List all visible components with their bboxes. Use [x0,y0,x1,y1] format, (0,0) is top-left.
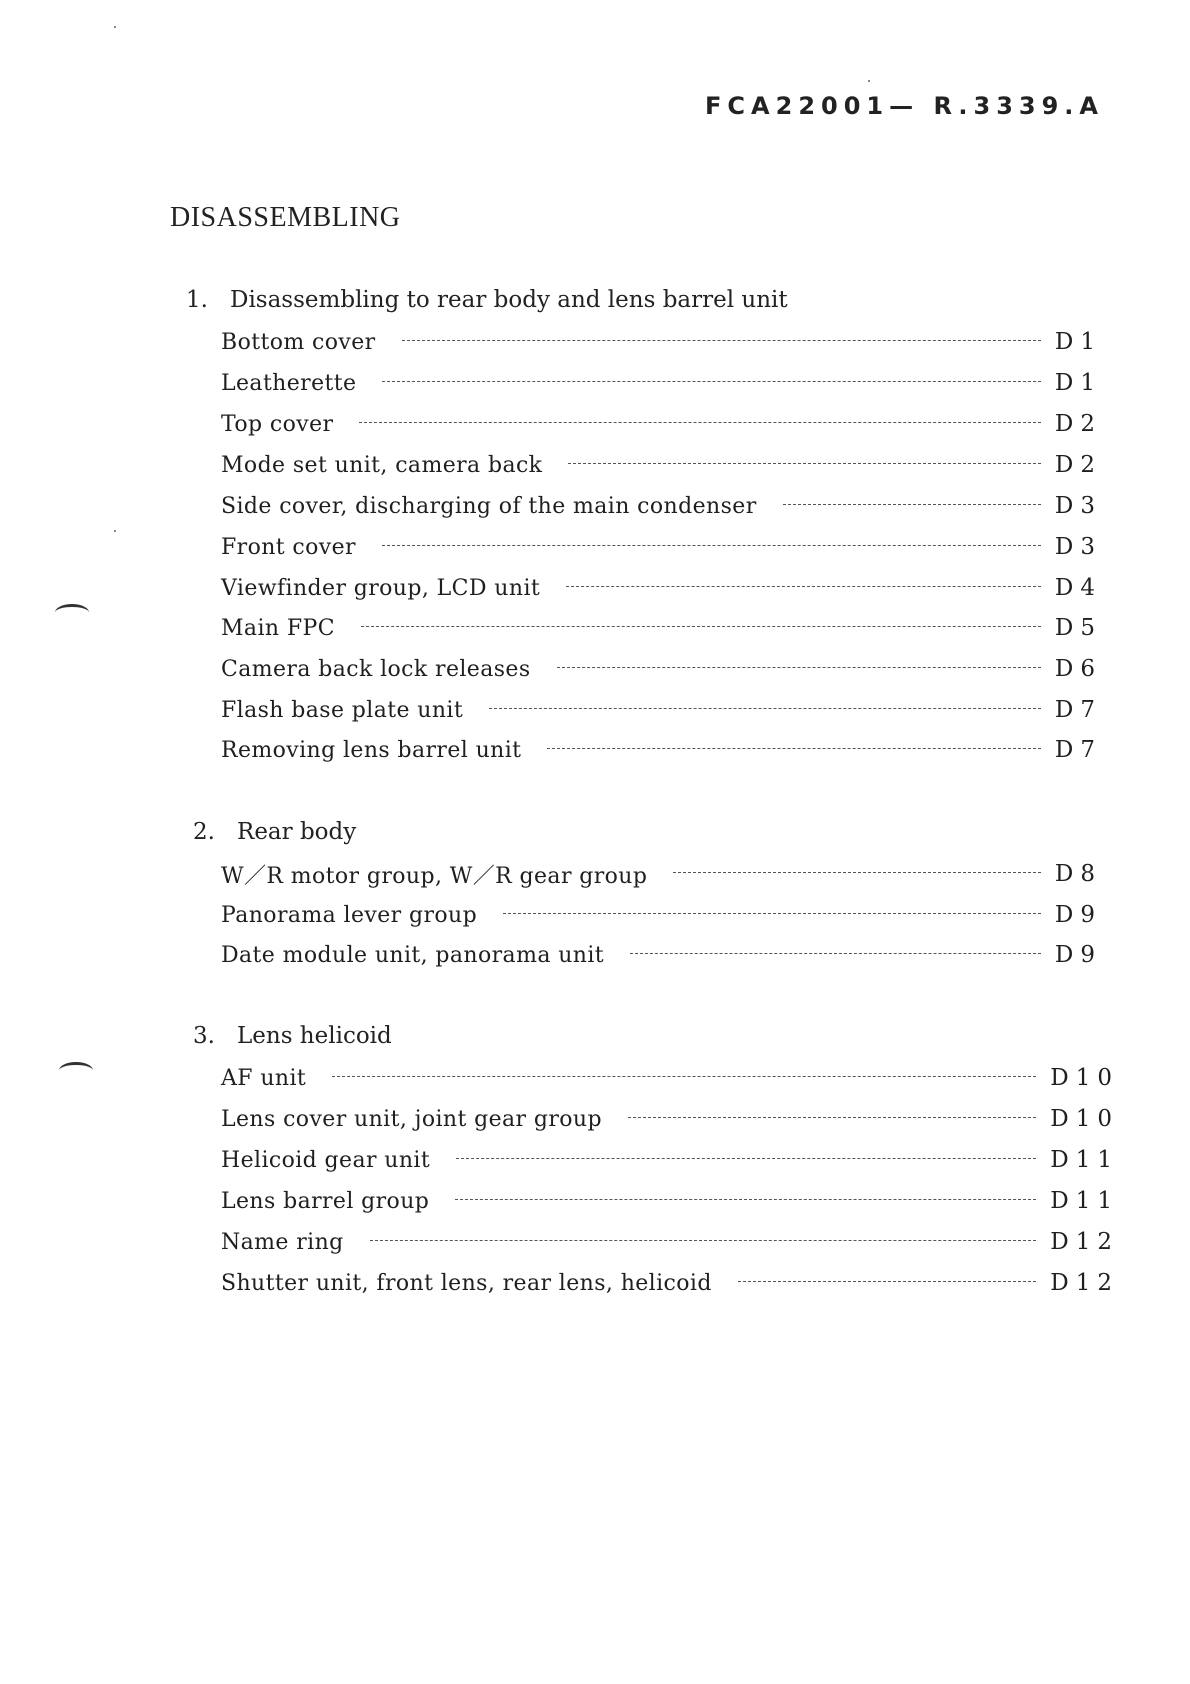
toc-page-ref: D3 [1054,493,1102,519]
toc-item-label: Camera back lock releases [221,656,531,682]
toc-page-ref: D7 [1054,697,1102,723]
section-number: 2. [193,819,215,845]
toc-item-label: Lens barrel group [221,1188,430,1214]
toc-item [221,367,1102,399]
toc-item-label: Shutter unit, front lens, rear lens, helicoid [221,1270,712,1296]
dot-leader [673,872,1041,873]
toc-page-ref: D5 [1054,615,1102,641]
toc-item [221,531,1102,563]
dot-leader [456,1158,1036,1159]
dot-leader [503,913,1041,914]
toc-item-label: Lens cover unit, joint gear group [221,1106,602,1132]
dot-leader [359,422,1041,423]
toc-item [221,1144,1119,1176]
dot-leader [455,1199,1036,1200]
toc-page-ref: D6 [1054,656,1102,682]
toc-item [221,490,1102,522]
toc-item [221,694,1102,726]
toc-item [221,1267,1119,1299]
toc-page-ref: D11 [1050,1147,1119,1173]
toc-item-label: Top cover [221,411,334,437]
page-title: DISASSEMBLING [170,202,401,233]
toc-item [221,734,1102,766]
toc-item-label: Bottom cover [221,329,376,355]
toc-page-ref: D8 [1054,861,1102,887]
toc-page-ref: D1 [1054,329,1102,355]
toc-page-ref: D11 [1050,1188,1119,1214]
section-title: Lens helicoid [237,1023,392,1049]
dot-leader [332,1076,1036,1077]
scan-speck [114,26,116,28]
dot-leader [557,667,1041,668]
toc-item-label: Name ring [221,1229,344,1255]
toc-page-ref: D10 [1050,1065,1119,1091]
toc-item [221,326,1102,358]
section-number: 1. [186,287,208,313]
toc-item-label: Helicoid gear unit [221,1147,431,1173]
toc-item [221,408,1102,440]
section-heading [186,287,788,313]
toc-page-ref: D2 [1054,411,1102,437]
toc-item [221,572,1102,604]
dot-leader [402,340,1041,341]
toc-item-label: Viewfinder group, LCD unit [221,575,541,601]
toc-item-label: Mode set unit, camera back [221,452,543,478]
section-heading [193,819,356,845]
section-number: 3. [193,1023,215,1049]
toc-page-ref: D4 [1054,575,1102,601]
binding-hole-mark [55,604,89,621]
scan-speck [114,530,116,532]
toc-page-ref: D9 [1054,902,1102,928]
toc-item [221,1103,1119,1135]
toc-item-label: Date module unit, panorama unit [221,942,605,968]
dot-leader [566,586,1041,587]
toc-item-label: AF unit [221,1065,307,1091]
dot-leader [630,953,1041,954]
toc-item [221,1062,1119,1094]
toc-page-ref: D7 [1054,737,1102,763]
toc-page-ref: D1 [1054,370,1102,396]
toc-item [221,939,1102,971]
dot-leader [382,381,1041,382]
toc-item [221,858,1102,890]
toc-page-ref: D2 [1054,452,1102,478]
document-code: FCA22001— R.3339.A [705,92,1104,120]
toc-item [221,1226,1119,1258]
dot-leader [382,545,1041,546]
toc-item-label: Removing lens barrel unit [221,737,522,763]
toc-item-label: Leatherette [221,370,357,396]
dot-leader [361,626,1041,627]
binding-hole-mark [59,1062,93,1079]
scan-speck [868,80,870,82]
toc-item-label: Flash base plate unit [221,697,464,723]
toc-page-ref: D3 [1054,534,1102,560]
toc-page-ref: D12 [1050,1229,1119,1255]
toc-item-label: Front cover [221,534,356,560]
dot-leader [783,504,1041,505]
toc-page-ref: D12 [1050,1270,1119,1296]
toc-item [221,1185,1119,1217]
toc-item-label: Main FPC [221,615,335,641]
dot-leader [370,1240,1037,1241]
toc-page-ref: D9 [1054,942,1102,968]
toc-item-label: Side cover, discharging of the main condenser [221,493,757,519]
section-title: Rear body [237,819,357,845]
section-title: Disassembling to rear body and lens barrel unit [230,287,788,313]
toc-page-ref: D10 [1050,1106,1119,1132]
toc-item-label: Panorama lever group [221,902,478,928]
toc-item [221,612,1102,644]
dot-leader [547,748,1041,749]
dot-leader [489,708,1041,709]
dot-leader [568,463,1041,464]
toc-item [221,899,1102,931]
toc-item [221,449,1102,481]
dot-leader [738,1281,1036,1282]
dot-leader [628,1117,1036,1118]
section-heading [193,1023,392,1049]
toc-item-label: W／R motor group, W／R gear group [221,863,648,889]
toc-item [221,653,1102,685]
